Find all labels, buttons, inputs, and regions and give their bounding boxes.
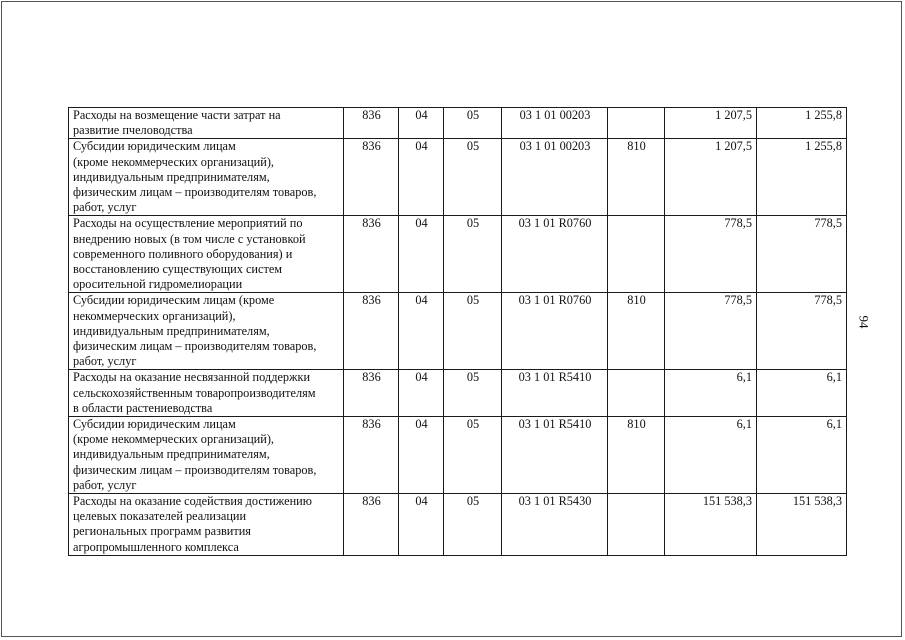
amount-2: 1 255,8 bbox=[757, 139, 847, 216]
target-article: 03 1 01 R5410 bbox=[502, 370, 608, 417]
row-name: Расходы на оказание содействия достижению целевых показателей реализации региональных программ развития агропромышленного комплекса bbox=[69, 494, 344, 556]
ministry-code: 836 bbox=[344, 293, 399, 370]
section-code: 04 bbox=[399, 139, 444, 216]
table-row bbox=[69, 494, 847, 556]
subsection-code: 05 bbox=[444, 494, 502, 556]
page-number: 94 bbox=[856, 315, 872, 329]
target-article: 03 1 01 R5430 bbox=[502, 494, 608, 556]
expense-type: 810 bbox=[608, 293, 665, 370]
target-article: 03 1 01 00203 bbox=[502, 108, 608, 139]
target-article: 03 1 01 R0760 bbox=[502, 293, 608, 370]
amount-2: 6,1 bbox=[757, 370, 847, 417]
table-row bbox=[69, 108, 847, 139]
amount-1: 1 207,5 bbox=[665, 139, 757, 216]
row-name: Субсидии юридическим лицам (кроме некоммерческих организаций), индивидуальным предпринимателям, физическим лицам – производителям товаров, работ, услуг bbox=[69, 417, 344, 494]
ministry-code: 836 bbox=[344, 139, 399, 216]
amount-1: 1 207,5 bbox=[665, 108, 757, 139]
section-code: 04 bbox=[399, 494, 444, 556]
amount-1: 778,5 bbox=[665, 293, 757, 370]
section-code: 04 bbox=[399, 293, 444, 370]
row-name: Субсидии юридическим лицам (кроме некоммерческих организаций), индивидуальным предпринимателям, физическим лицам – производителям товаров, работ, услуг bbox=[69, 293, 344, 370]
amount-2: 778,5 bbox=[757, 293, 847, 370]
table-row bbox=[69, 293, 847, 370]
subsection-code: 05 bbox=[444, 139, 502, 216]
amount-1: 6,1 bbox=[665, 370, 757, 417]
table-row bbox=[69, 370, 847, 417]
ministry-code: 836 bbox=[344, 417, 399, 494]
target-article: 03 1 01 00203 bbox=[502, 139, 608, 216]
ministry-code: 836 bbox=[344, 108, 399, 139]
subsection-code: 05 bbox=[444, 216, 502, 293]
expense-type: 810 bbox=[608, 417, 665, 494]
row-name: Расходы на возмещение части затрат на развитие пчеловодства bbox=[69, 108, 344, 139]
amount-2: 151 538,3 bbox=[757, 494, 847, 556]
section-code: 04 bbox=[399, 370, 444, 417]
expense-type bbox=[608, 108, 665, 139]
ministry-code: 836 bbox=[344, 216, 399, 293]
row-name: Расходы на оказание несвязанной поддержки сельскохозяйственным товаропроизводителям в области растениеводства bbox=[69, 370, 344, 417]
budget-table bbox=[68, 107, 847, 556]
amount-2: 6,1 bbox=[757, 417, 847, 494]
ministry-code: 836 bbox=[344, 494, 399, 556]
row-name: Расходы на осуществление мероприятий по внедрению новых (в том числе с установкой современного поливного оборудования) и восстановлению существующих систем оросительной гидромелиорации bbox=[69, 216, 344, 293]
section-code: 04 bbox=[399, 417, 444, 494]
table-row bbox=[69, 139, 847, 216]
expense-type bbox=[608, 370, 665, 417]
subsection-code: 05 bbox=[444, 293, 502, 370]
amount-1: 778,5 bbox=[665, 216, 757, 293]
amount-1: 151 538,3 bbox=[665, 494, 757, 556]
subsection-code: 05 bbox=[444, 417, 502, 494]
expense-type bbox=[608, 216, 665, 293]
amount-2: 778,5 bbox=[757, 216, 847, 293]
ministry-code: 836 bbox=[344, 370, 399, 417]
section-code: 04 bbox=[399, 216, 444, 293]
expense-type bbox=[608, 494, 665, 556]
expense-type: 810 bbox=[608, 139, 665, 216]
table-row bbox=[69, 216, 847, 293]
subsection-code: 05 bbox=[444, 370, 502, 417]
section-code: 04 bbox=[399, 108, 444, 139]
amount-1: 6,1 bbox=[665, 417, 757, 494]
target-article: 03 1 01 R5410 bbox=[502, 417, 608, 494]
row-name: Субсидии юридическим лицам (кроме некоммерческих организаций), индивидуальным предпринимателям, физическим лицам – производителям товаров, работ, услуг bbox=[69, 139, 344, 216]
amount-2: 1 255,8 bbox=[757, 108, 847, 139]
target-article: 03 1 01 R0760 bbox=[502, 216, 608, 293]
subsection-code: 05 bbox=[444, 108, 502, 139]
table-row bbox=[69, 417, 847, 494]
